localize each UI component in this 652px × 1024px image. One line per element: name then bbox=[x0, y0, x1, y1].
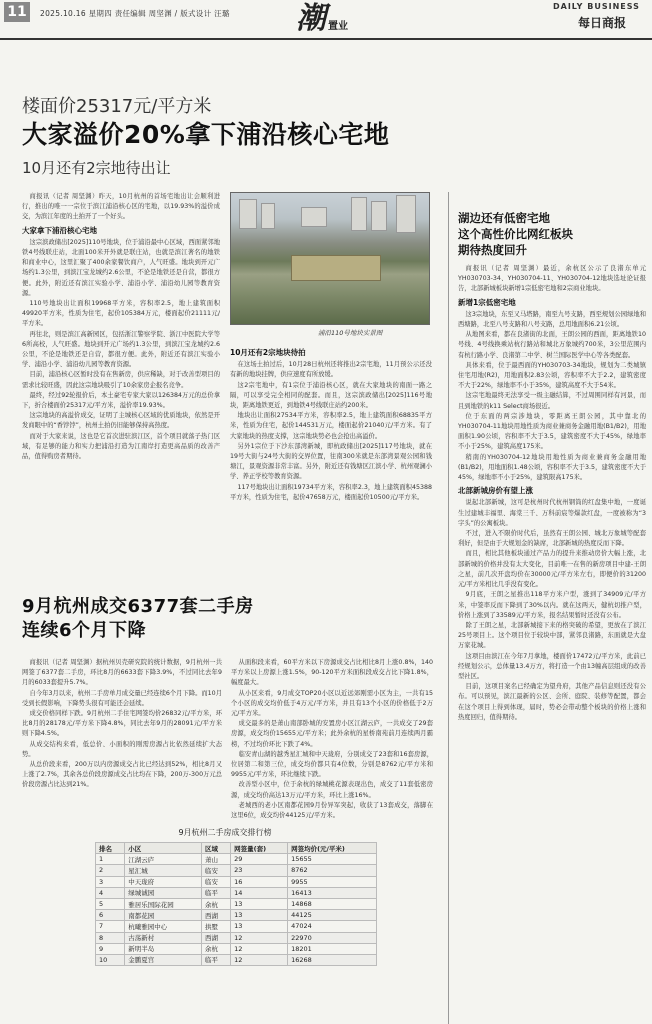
table-cell: 7 bbox=[96, 921, 125, 932]
article2-title bbox=[22, 595, 442, 643]
paragraph: 这宗宅地最终无法享受一级主融结算，不过周围同样有河景，而且到地铁的k11 Select商场很近。 bbox=[458, 392, 646, 410]
paragraph: 稍南的YH030704-12地块用地性质为商业兼商务金融用地(B1/B2)，用地面积1.48公顷，容积率不大于3.5，建筑密度不大于45%，绿地率不小于25%，建筑限高175米。 bbox=[458, 453, 646, 482]
table-cell: 南都花园 bbox=[125, 910, 202, 921]
paragraph: 再往北，则是滨江高新园区，包括浙江警察学院、浙江中医院大学等6所高校，人气旺盛。地块到开元广场约1.3公里，到滨江宝龙城约2.6公里，不论是地铁还是自营，都很方便。此外，附近还有滨江实验小学、浦沿小学、浦沿幼儿园等教育资源。 bbox=[22, 330, 220, 369]
table-cell: 47024 bbox=[288, 921, 377, 932]
paragraph: 117号地块出让面积19734平方米，容积率2.3，地上建筑面积45388平方米，性质为住宅，起价47658万元，楼面起价10500元/平方米。 bbox=[230, 483, 432, 501]
paragraph: 而且，相比其他板块通过产品力的提升来推动房价大幅上涨，北部新城的价格并没有太大变化，目前唯一在售的新房项目中建-王朗之星，前几次开盘均价在30000元/平方米左右，即便价的31200元/平方米相比几乎没有变化。 bbox=[458, 550, 646, 589]
table-cell: 临平 bbox=[201, 887, 230, 898]
paragraph: 除了王朗之星，北部新城接下来的格突破的希望，更放在了滨江25号项目上。这个项目位于较块中部，紧邻良渚路，东面就是大盘万家花城。 bbox=[458, 621, 646, 650]
table-cell: 15655 bbox=[288, 854, 377, 865]
photo-caption: 浦沿110号地块实景图 bbox=[318, 329, 383, 337]
paragraph: 说起北部新城，这可是杭州时代杭州钢筒的红盘集中地，一度诞生过建城丰福里、海棠三千、万科前宸等爆款红盘，一度被称为“3字头”的公寓板块。 bbox=[458, 499, 646, 527]
paragraph: 商报讯（记者 周坚渊）昨天，10月杭州的首场宅地出让会顺利进行，推出的唯一一宗位于滨江浦沿核心区的宅地，以19.93%的溢价成交，为滨江年度的土拍开了一个好头。 bbox=[22, 193, 220, 221]
table-cell: 16268 bbox=[288, 954, 377, 965]
table-cell: 临平 bbox=[201, 954, 230, 965]
paragraph: 这宗滨政储出[2025]110号地块，位于浦沿最中心区域，西面紧邻地铁4号线联庄站，北面100米开外就是联庄站，也就是滨江著名的地铁和商业中心，这里汇聚了400余家餐饮商户，人气旺盛。地块到开元广场约1.3公里，到滨江宝龙城约2.6公里，不论是地铁还是自营，都很方便。此外，附近还有滨江实验小学、浦沿小学、浦沿幼儿园等教育资源。 bbox=[22, 238, 220, 297]
paragraph: 另外1宗位于下沙东部湾新城，即杭政储出[2025]117号地块，就在19号大街与24号大街的交界位置，往南300米就是东部湾景观公园和钱塘江，景观资源非常丰富。另外，附近还有钱塘区江滨小学、杭州观澜小学、养正学校等教育资源。 bbox=[230, 442, 432, 481]
table-cell: 萧山 bbox=[201, 854, 230, 865]
table-cell: 8 bbox=[96, 932, 125, 943]
paragraph: 商报讯（记者 周坚渊）最近，余杭区公示了良渚东单元YH030703-34、YH030704-11、YH030704-12地块选址论证报告，北部新城板块新增1宗低密宅地和2宗商业地块。 bbox=[458, 265, 646, 293]
paragraph: 而对于大家来说，这也是它首次进驻滨江区，首个项目就落子热门区域，有足够的能力和实力把浦沿打造为江南岸打造更高品质的改善产品，值得购房者期待。 bbox=[22, 432, 220, 461]
table-cell: 临安 bbox=[201, 876, 230, 887]
table-cell: 星汇城 bbox=[125, 865, 202, 876]
paragraph: 目前，这项目案名已经确定为望舟府，其他产品信息则还没有公布。可以预见，滨江最新的公区、会所、庭院、装修等配置，都会在这个项目上得到体现，届时，势必会带动整个板块的价格上涨和热度回归，值得期待。 bbox=[458, 683, 646, 721]
ranking-table-title: 9月杭州二手房成交排行榜 bbox=[178, 828, 272, 837]
table-header-cell: 网签均价(元/平米) bbox=[288, 843, 377, 854]
paragraph: 9月底，王朗之星推出118平方米户型，涨到了34909元/平方米，中签率反而下降到了30%以内。就在这两天，健杭切推户型，价格上涨到了33589元/平方米，报名结果暂时还没有公布。 bbox=[458, 591, 646, 619]
table-header-cell: 网签量(套) bbox=[231, 843, 288, 854]
table-cell: 1 bbox=[96, 854, 125, 865]
table-cell: 16413 bbox=[288, 887, 377, 898]
table-cell: 13 bbox=[231, 910, 288, 921]
table-cell: 23 bbox=[231, 865, 288, 876]
column-divider bbox=[448, 192, 449, 1024]
table-body bbox=[96, 854, 377, 966]
article1-kicker: 楼面价25317元/平方米 bbox=[22, 96, 212, 117]
table-row bbox=[96, 876, 377, 887]
table-header-cell: 排名 bbox=[96, 843, 125, 854]
article1-column-left bbox=[22, 192, 220, 564]
paragraph: 在这场土拍过后，10月28日杭州还将推出2宗宅地，11月预公示还没有新的地块挂牌，供应速度有所放缓。 bbox=[230, 361, 432, 379]
article2-column-right bbox=[231, 658, 433, 826]
section-logo-glyph: 潮 bbox=[296, 1, 326, 36]
article2-column-left bbox=[22, 658, 222, 826]
table-cell: 新明半岛 bbox=[125, 943, 202, 954]
article2-title-line: 连续6个月下降 bbox=[22, 620, 147, 641]
paragraph: 成交最多的是萧山南部卧城的安置房小区江湖云庐，一共成交了29套房源，成交均价15655元/平方米；此外余杭的星桥南苑前月连续两月霸榜，不过均价环比下跌了4%。 bbox=[231, 720, 433, 748]
subheading: 大家拿下浦沿核心宅地 bbox=[22, 225, 97, 235]
table-row bbox=[96, 954, 377, 965]
table-cell: 12 bbox=[231, 943, 288, 954]
table-cell: 西湖 bbox=[201, 932, 230, 943]
paragraph: 从小区来看，9月成交TOP20小区以近远郊刚需小区为主，一共有15个小区的成交均价低于4万元/平方米，并且有13个小区的价格低于2万元/平方米。 bbox=[231, 689, 433, 718]
dateline: 2025.10.16 星期四 责任编辑 周坚渊 / 版式设计 汪璐 bbox=[40, 9, 230, 18]
table-cell: 4 bbox=[96, 887, 125, 898]
table-cell: 杭曦雅园中心 bbox=[125, 921, 202, 932]
article3-title-line: 期待热度回升 bbox=[458, 243, 527, 257]
table-cell: 余杭 bbox=[201, 898, 230, 909]
table-cell: 29 bbox=[231, 854, 288, 865]
paragraph: 最终，经过92轮报价后，本土豪宅专家大家以126384万元的总价拿下，折合楼面价25317元/平方米，溢价率19.93%。 bbox=[22, 391, 220, 410]
table-row bbox=[96, 910, 377, 921]
paragraph: 商报讯（记者 周坚渊）据杭州贝壳研究院的统计数据，9月杭州一共网签了6377套二手房，环比8月的6633套下降3.9%，不过同比去年9月的6033套提升5.7%。 bbox=[22, 659, 222, 687]
brand-english: DAILY BUSINESS bbox=[553, 2, 640, 11]
paragraph: 这3宗地块，东至又马塔路，南至九号支路，西至规划公园绿地和西塘路，北至八号支路和八号支路，总用地面积6.21公顷。 bbox=[458, 310, 646, 329]
article3-title-line: 这个高性价比网红板块 bbox=[458, 227, 573, 241]
header-rule bbox=[0, 38, 652, 40]
table-cell: 13 bbox=[231, 898, 288, 909]
table-cell: 拱墅 bbox=[201, 921, 230, 932]
table-cell: 14 bbox=[231, 887, 288, 898]
table-cell: 2 bbox=[96, 865, 125, 876]
paragraph: 不过，进入不限价时代后，虽然有王朗公园、城北万象城等配套利好，但是由于大规划金的缺席，北部新城的热度反而下降。 bbox=[458, 530, 646, 548]
table-row bbox=[96, 854, 377, 865]
table-cell: 44125 bbox=[288, 910, 377, 921]
section-name: 置业 bbox=[328, 21, 348, 32]
table-cell: 14868 bbox=[288, 898, 377, 909]
table-cell: 中天珑府 bbox=[125, 876, 202, 887]
table-cell: 绿城诚园 bbox=[125, 887, 202, 898]
table-cell: 3 bbox=[96, 876, 125, 887]
paragraph: 地块出让面积27534平方米，容积率2.5，地上建筑面积68835平方米，性质为住宅，起价144531万元，楼面起价21040元/平方米。有了大家地块的热度支撑，这宗地块势必也会抢出高溢价。 bbox=[230, 412, 432, 440]
table-row bbox=[96, 921, 377, 932]
subheading: 10月还有2宗地块待拍 bbox=[230, 348, 306, 357]
table-cell: 6 bbox=[96, 910, 125, 921]
subheading: 北部新城房价有望上涨 bbox=[458, 486, 533, 496]
article3-title-line: 湖边还有低密宅地 bbox=[458, 211, 550, 225]
paragraph: 成交价格同样下跌。9月杭州二手住宅网签均价26832元/平方米，环比8月的28178元/平方米下降4.8%，同比去年9月的28091元/平方米则下降4.5%。 bbox=[22, 710, 222, 738]
table-header-cell: 小区 bbox=[125, 843, 202, 854]
table-cell: 12 bbox=[231, 932, 288, 943]
brand-chinese: 每日商报 bbox=[578, 16, 627, 30]
table-cell: 18201 bbox=[288, 943, 377, 954]
table-header-row bbox=[96, 843, 377, 854]
page-number: 11 bbox=[4, 2, 30, 22]
paragraph: 这项目由滨江在今年7月拿地，楼面价17472元/平方米，此前已经规划公示，总体量13.4万方，将打造一个由13幢高层组成的改善型社区。 bbox=[458, 652, 646, 680]
paragraph: 具体来看，位于最西面的YH030703-34地块，规划为二类城镇住宅用地(R2)，用地面积2.83公顷，容积率不大于2.2，建筑密度不大于22%，绿地率不小于35%，建筑高度不大于54米。 bbox=[458, 361, 646, 390]
ranking-table bbox=[95, 842, 377, 966]
paragraph: 这宗地块的高溢价成交，证明了主城核心区域的优质地块，依然是开发商眼中的“香饽饽”，杭州土拍仍旧能够保持高热度。 bbox=[22, 412, 220, 430]
article3-body bbox=[458, 264, 646, 1024]
table-row bbox=[96, 898, 377, 909]
paragraph: 临安青山湖的越秀星汇城和中天珑府，分别成交了23套和16套房源，位居第二和第三位，成交均价都只有4位数，分别是8762元/平方米和9955元/平方米，环比继续下跌。 bbox=[231, 750, 433, 779]
table-cell: 临安 bbox=[201, 865, 230, 876]
article1-subhead: 10月还有2宗地待出让 bbox=[22, 159, 171, 177]
paragraph: 改善型小区中，位于余杭的绿城桃花源表现出色，成交了11套低密房源，成交均价高达13万元/平方米，环比上涨16%。 bbox=[231, 781, 433, 799]
table-cell: 金鹏夏宫 bbox=[125, 954, 202, 965]
article3-title bbox=[458, 210, 643, 258]
table-cell: 西湖 bbox=[201, 910, 230, 921]
paragraph: 老城西的老小区南都花园9月份异军突起，收获了13套成交，落脚在这里6位，成交均价44125元/平方米。 bbox=[231, 801, 433, 820]
paragraph: 从面积段来看，60平方米以下房源成交占比相比8月上涨0.8%，140平方米以上房源上涨1.5%，90-120平方米面积段成交占比下降1.8%，幅度最大。 bbox=[231, 659, 433, 687]
table-row bbox=[96, 943, 377, 954]
table-cell: 9955 bbox=[288, 876, 377, 887]
table-cell: 22970 bbox=[288, 932, 377, 943]
table-cell: 江湖云庐 bbox=[125, 854, 202, 865]
paragraph: 这2宗宅地中，有1宗位于浦沿核心区，就在大家地块的南面一路之隔，可以享受完全相同的配套。而且，这宗滨政储出[2025]116号地块，距离地铁更近，到地铁4号线联庄站约200米。 bbox=[230, 381, 432, 410]
table-cell: 13 bbox=[231, 921, 288, 932]
table-cell: 雅居乐国际花园 bbox=[125, 898, 202, 909]
table-row bbox=[96, 932, 377, 943]
paragraph: 自今年3月以来，杭州二手房单月成交量已经连续6个月下降。而10月受到长假影响，下降势头很有可能还会延续。 bbox=[22, 689, 222, 707]
table-cell: 10 bbox=[96, 954, 125, 965]
paragraph: 从地图来看，都在良渚街的北面，王朗公园的西面，距离地铁10号线、4号线换乘站杭行路站和城北万象城约700米，3公里范围内有杭行路小学、良渚第二中学、树兰国际医学中心等各类配套。 bbox=[458, 331, 646, 359]
article1-headline: 大家溢价20%拿下浦沿核心宅地 bbox=[22, 120, 390, 149]
table-cell: 余杭 bbox=[201, 943, 230, 954]
table-cell: 16 bbox=[231, 876, 288, 887]
table-row bbox=[96, 887, 377, 898]
paragraph: 从成交结构来看，低总价、小面积的刚需房源占比依然延续扩大态势。 bbox=[22, 740, 222, 758]
article1-column-right bbox=[230, 345, 432, 565]
section-logo bbox=[296, 0, 348, 36]
table-header-cell: 区域 bbox=[201, 843, 230, 854]
land-parcel-photo bbox=[230, 192, 430, 325]
paragraph: 位于东面的两宗涉地块，零距离王朗公园，其中靠北的YH030704-11地块用地性质为商业兼商务金融用地(B1/B2)，用地面积1.90公顷，容积率不大于3.5，建筑密度不大于45%，绿地率不小于25%，建筑高度175米。 bbox=[458, 412, 646, 451]
paragraph: 目前，浦沿核心区暂时没有在售新房，供应稀缺，对于改善型项目的需求比较旺盛，因此这宗地块吸引了10余家房企报名竞争。 bbox=[22, 371, 220, 389]
paragraph: 从总价段来看，200万以内房源成交占比已经达到52%，相比8月又上涨了2.7%，其余各总价段房源成交占比均在下降，200万-300万元总价段房源占比达到21%。 bbox=[22, 761, 222, 789]
subheading: 新增1宗低密宅地 bbox=[458, 297, 516, 307]
table-row bbox=[96, 865, 377, 876]
table-cell: 5 bbox=[96, 898, 125, 909]
article2-title-line: 9月杭州成交6377套二手房 bbox=[22, 596, 254, 617]
table-cell: 古荡新村 bbox=[125, 932, 202, 943]
paragraph: 110号地块出让面积19968平方米，容积率2.5，地上建筑面积49920平方米，性质为住宅，起价105384万元，楼面起价21111元/平方米。 bbox=[22, 300, 220, 328]
table-cell: 12 bbox=[231, 954, 288, 965]
table-cell: 9 bbox=[96, 943, 125, 954]
table-cell: 8762 bbox=[288, 865, 377, 876]
